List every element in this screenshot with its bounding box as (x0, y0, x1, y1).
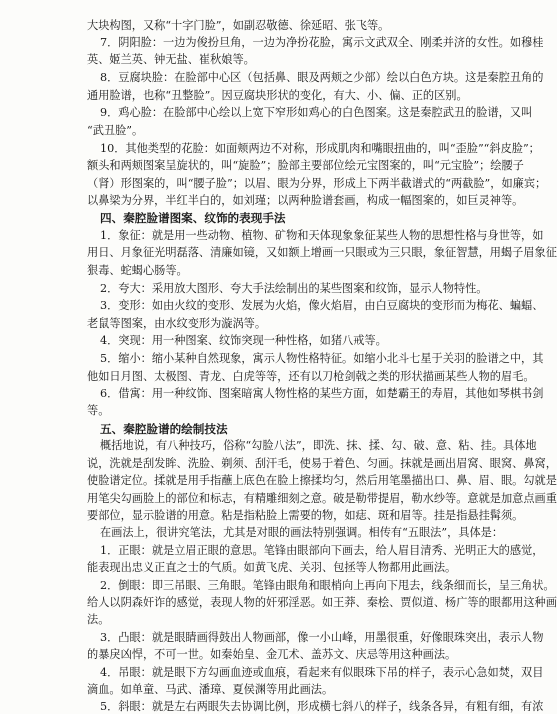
text-line: 8．豆腐块脸：在脸部中心区（包括鼻、眼及两颊之少部）绘以白色方块。这是秦腔丑角的 (100, 71, 544, 84)
text-line: 他如日月图、太极图、青龙、白虎等等，还有以刀枪剑戟之类的形状描画某些人物的眉毛。 (87, 370, 535, 383)
text-line: 法。 (87, 613, 110, 626)
text-line: 要部位，显示脸谱的用意。粘是指粘脸上需要的物，如痣、斑和眉等。挂是指悬挂髯须。 (87, 509, 524, 522)
text-line: 3．凸眼：就是眼睛画得鼓出人物画部，像一小山峰，用墨很重，好像眼珠突出，表示人物 (100, 631, 544, 644)
text-line: 5．斜眼：就是左右两眼失去协调比例，形成横七斜八的样子，线条各异，有粗有细，有浓 (100, 700, 544, 713)
text-line: 等。 (87, 404, 110, 417)
text-line: 给人以阴森奸诈的感觉，表现人物的奸邪淫恶。如王莽、秦桧、贾似道、杨广等的眼都用这种画 (87, 596, 557, 609)
text-line: 1．正眼：就是立眉正眼的意思。笔锋由眼部向下画去，给人眉目清秀、光明正大的感觉， (100, 544, 544, 557)
section-heading: 五、秦腔脸谱的绘制技法 (100, 422, 228, 436)
text-line: 9．鸡心脸：在脸部中心绘以上宽下窄形如鸡心的白色图案。这是秦腔武丑的脸谱，又叫 (100, 106, 533, 119)
text-line: 2．夸大：采用放大图形、夸大手法绘制出的某些图案和纹饰，显示人物特性。 (100, 282, 488, 295)
text-line: 2．倒眼：即三吊眼、三角眼。笔锋由眼角和眼梢向上再向下甩去，线条细而长，呈三角状。 (100, 579, 555, 592)
text-line: 老鼠等图案，由水纹变形为漩涡等。 (87, 317, 267, 330)
text-line: 以鼻梁为分界，半红半白的，如刘瑾；以两种脸谱套画，构成一幅图案的，如巨灵神等。 (87, 194, 524, 207)
section-heading: 四、秦腔脸谱图案、纹饰的表现手法 (100, 211, 286, 225)
text-line: 能表现出忠义正直之士的气质。如黄飞虎、关羽、包拯等人物都用此画法。 (87, 561, 457, 574)
text-line: 用笔尖勾画脸上的部位和标志，有精雕细刻之意。破是勒带提眉，勒水纱等。意就是加意点画重 (87, 492, 557, 505)
text-line: 7．阴阳脸：一边为俊扮旦角，一边为净扮花脸，寓示文武双全、刚柔并济的女性。如穆桂 (100, 36, 544, 49)
text-line: 10．其他类型的花脸：如面颊两边不对称，形成肌肉和嘴眼扭曲的，叫“歪脸”“斜皮脸”； (100, 142, 540, 155)
text-line: 通用脸谱，也称“丑整脸”。因豆腐块形状的变化，有大、小、偏、正的区别。 (87, 89, 468, 102)
text-line: “武丑脸”。 (87, 124, 144, 137)
text-line: 1．象征：就是用一些动物、植物、矿物和天体现象象征某些人物的思想性格与身世等，如 (100, 229, 544, 242)
text-line: 4．吊眼：就是眼下方勾画血迹或血痕，看起来有似眼珠下吊的样子，表示心急如焚，双目 (100, 666, 544, 679)
text-line: 5．缩小：缩小某种自然现象，寓示人物性格特征。如缩小北斗七星于关羽的脸谱之中，其 (100, 352, 544, 365)
text-line: 额头和两颊图案呈旋状的，叫“旋脸”；脸部主要部位绘元宝图案的，叫“元宝脸”；绘腰子 (87, 159, 524, 172)
text-line: 滴血。如单童、马武、潘璋、夏侯渊等用此画法。 (87, 683, 334, 696)
text-line: 4．突现：用一种图案、纹饰突现一种性格，如猪八戒等。 (100, 334, 387, 347)
text-line: 大块构图，又称“十字门脸”，如副忍敬德、徐延昭、张飞等。 (87, 19, 390, 32)
text-line: 的暴戾凶悍，不可一世。如秦始皇、金兀术、盖苏文、庆忌等用这种画法。 (87, 648, 457, 661)
text-line: 在画法上，很讲究笔法，尤其是对眼的画法特别强调。相传有“五眼法”，具体是： (100, 526, 504, 539)
text-line: 使脸谱定位。揉就是用手指蘸上底色在脸上擦揉均匀，然后用笔墨描出口、鼻、眉、眼。勾就是 (87, 474, 557, 487)
text-line: 说，洗就是刮发眸、洗脸、剃须、刮汗毛，使易于着色、匀画。抹就是画出眉窝、眼窝、鼻窝， (87, 457, 557, 470)
text-line: 狠毒、蛇蝎心肠等。 (87, 264, 188, 277)
text-line: 6．借寓：用一种纹饰、图案暗寓人物性格的某些方面，如楚霸王的寿眉，其他如琴棋书剑 (100, 387, 544, 400)
text-line: 英、姬兰英、钟无盐、崔秋娘等。 (87, 53, 255, 66)
text-line: （肾）形图案的，叫“腰子脸”；以眉、眼为分界，形成上下两半截谱式的“两截脸”，如廉宾； (87, 177, 547, 190)
text-line: 3．变形：如由火纹的变形、发展为火焰，像火焰眉，由白豆腐块的变形而为梅花、蝙蝠、 (100, 299, 544, 312)
text-line: 概括地说，有八种技巧，俗称“勾脸八法”，即洗、抹、揉、勾、破、意、粘、挂。具体地 (100, 439, 537, 452)
text-line: 用日、月象征光明磊落、清廉如镜，又如额上增画一只眼或为三只眼，象征智慧，用蝎子眉象征 (87, 246, 557, 259)
